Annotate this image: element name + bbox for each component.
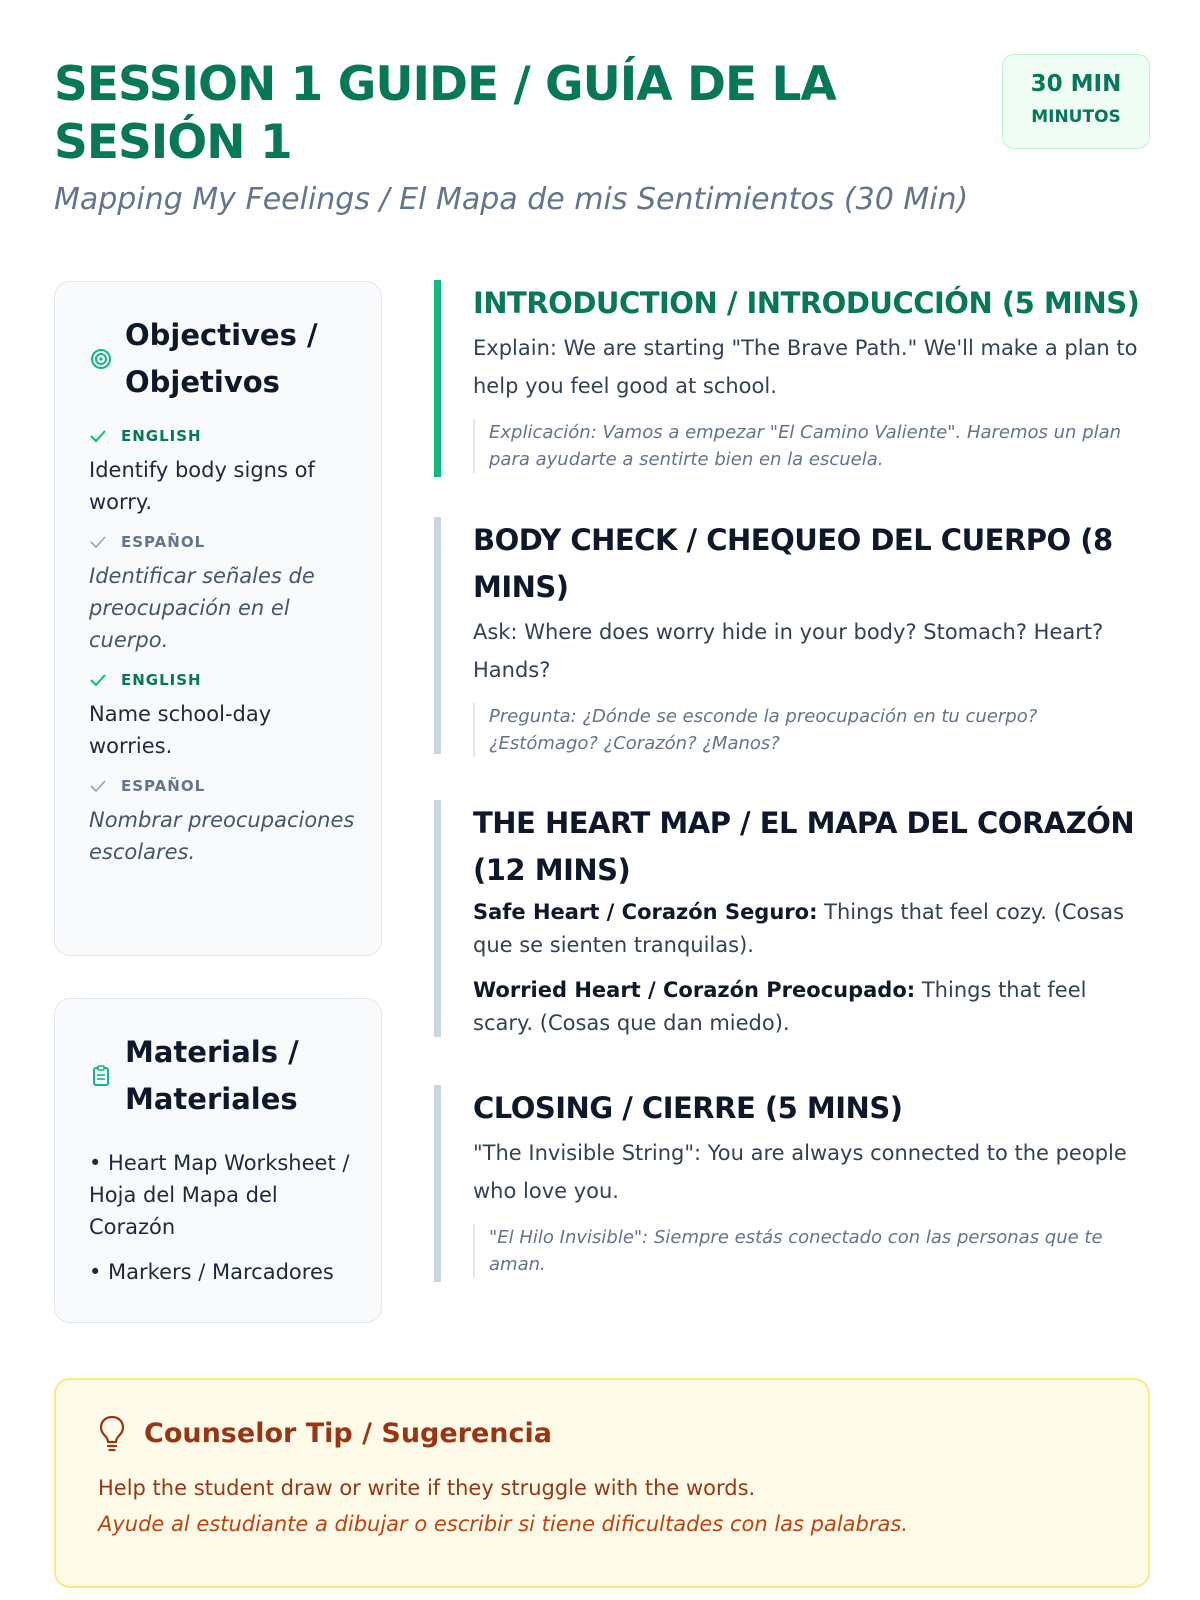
worried-heart-label: Worried Heart / Corazón Preocupado: xyxy=(473,978,916,1002)
page-title: SESSION 1 GUIDE / GUÍA DE LA SESIÓN 1 xyxy=(54,57,836,170)
objective-text: Identify body signs of worry. xyxy=(89,458,315,514)
duration-label: MINUTOS xyxy=(1031,107,1121,127)
duration-badge xyxy=(1002,54,1150,149)
section-text-en: "The Invisible String": You are always connected to the people who love you. xyxy=(473,1141,1127,1203)
worried-heart-line xyxy=(473,974,1150,1040)
materials-title: Materials / Materiales xyxy=(125,1035,299,1116)
objective-text: Identificar señales de preocupación en el cuerpo. xyxy=(89,564,315,652)
section-text-es: Explicación: Vamos a empezar "El Camino Valiente". Haremos un plan para ayudarte a sentirte bien en la escuela. xyxy=(473,419,1150,473)
check-icon xyxy=(89,779,107,793)
section-closing xyxy=(434,1085,1150,1282)
objective-text: Nombrar preocupaciones escolares. xyxy=(89,808,355,864)
page-subtitle: Mapping My Feelings / El Mapa de mis Sentimientos (30 Min) xyxy=(54,182,969,217)
lightbulb-icon xyxy=(98,1414,126,1452)
target-icon xyxy=(89,347,113,371)
objective-text: Name school-day worries. xyxy=(89,702,272,758)
section-text-es: "El Hilo Invisible": Siempre estás conectado con las personas que te aman. xyxy=(473,1224,1150,1278)
section-body-check xyxy=(434,517,1150,754)
page-header xyxy=(54,52,1150,232)
tip-text-en: Help the student draw or write if they struggle with the words. xyxy=(98,1476,756,1500)
section-title: INTRODUCTION / INTRODUCCIÓN (5 MINS) xyxy=(473,286,1140,320)
section-title: BODY CHECK / CHEQUEO DEL CUERPO (8 MINS) xyxy=(473,523,1113,604)
language-tag xyxy=(89,774,359,798)
objective-item xyxy=(89,530,359,656)
list-item: • Heart Map Worksheet / Hoja del Mapa del Corazón xyxy=(89,1151,350,1239)
materials-header xyxy=(89,1029,345,1123)
tip-text-es: Ayude al estudiante a dibujar o escribir si tiene dificultades con las palabras. xyxy=(98,1512,908,1536)
language-tag xyxy=(89,668,359,692)
objectives-card xyxy=(54,281,382,956)
language-label: ESPAÑOL xyxy=(121,777,206,795)
clipboard-icon xyxy=(89,1064,113,1088)
materials-card xyxy=(54,998,382,1323)
language-label: ENGLISH xyxy=(121,671,202,689)
objective-item xyxy=(89,668,359,762)
list-item: • Markers / Marcadores xyxy=(89,1260,334,1284)
section-title: CLOSING / CIERRE (5 MINS) xyxy=(473,1091,903,1125)
counselor-tip-box xyxy=(54,1378,1150,1588)
language-label: ESPAÑOL xyxy=(121,533,206,551)
objectives-title: Objectives / Objetivos xyxy=(125,318,318,399)
objectives-list xyxy=(89,424,359,880)
check-icon xyxy=(89,673,107,687)
language-tag xyxy=(89,530,359,554)
check-icon xyxy=(89,535,107,549)
objectives-header xyxy=(89,312,345,406)
objective-item xyxy=(89,424,359,518)
duration-value: 30 MIN xyxy=(1030,71,1122,97)
language-tag xyxy=(89,424,359,448)
objective-item xyxy=(89,774,359,868)
worried-heart-text: Things that feel scary. (Cosas que dan miedo). xyxy=(473,978,1087,1035)
tip-header xyxy=(98,1414,552,1452)
safe-heart-line xyxy=(473,896,1150,962)
check-icon xyxy=(89,429,107,443)
section-title: THE HEART MAP / EL MAPA DEL CORAZÓN (12 MINS) xyxy=(473,806,1135,887)
safe-heart-label: Safe Heart / Corazón Seguro: xyxy=(473,900,818,924)
section-introduction xyxy=(434,280,1150,477)
language-label: ENGLISH xyxy=(121,427,202,445)
safe-heart-text: Things that feel cozy. (Cosas que se sienten tranquilas). xyxy=(473,900,1125,957)
section-text-es: Pregunta: ¿Dónde se esconde la preocupación en tu cuerpo? ¿Estómago? ¿Corazón? ¿Manos? xyxy=(473,703,1150,757)
section-heart-map xyxy=(434,800,1150,1037)
section-text-en: Ask: Where does worry hide in your body? Stomach? Heart? Hands? xyxy=(473,620,1104,682)
section-text-en: Explain: We are starting "The Brave Path." We'll make a plan to help you feel good at school. xyxy=(473,336,1138,398)
materials-list xyxy=(89,1147,359,1301)
tip-title: Counselor Tip / Sugerencia xyxy=(144,1417,553,1449)
